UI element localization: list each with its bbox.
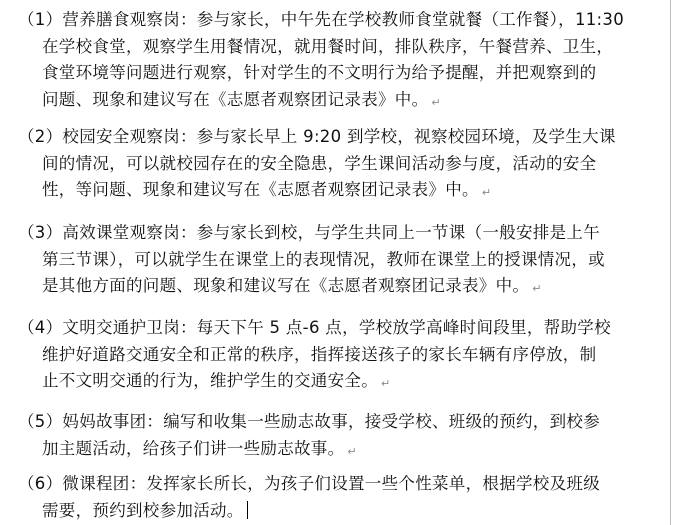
text-line: 间的情况，可以就校园存在的安全隐患，学生课间活动参与度，活动的安全 [42, 153, 597, 173]
text-line-content: 加主题活动，给孩子们讲一些励志故事。 [42, 438, 345, 458]
paragraph-mark-icon: ↵ [532, 282, 542, 295]
page-margin-line [670, 0, 671, 525]
paragraph-mark-icon: ↵ [381, 377, 391, 390]
text-line [18, 177, 668, 204]
text-line [18, 436, 668, 463]
text-cursor [247, 501, 249, 519]
text-line-content: 是其他方面的问题、现象和建议写在《志愿者观察团记录表》中。 [42, 276, 530, 295]
list-item [18, 471, 668, 524]
text-line: 第三节课），可以就学生在课堂上的表现情况，教师在课堂上的授课情况，或 [42, 249, 605, 269]
text-line-content: 性，等问题、现象和建议写在《志愿者观察团记录表》中。 [42, 180, 479, 199]
list-item [18, 409, 668, 462]
text-line: （5）妈妈故事团：编写和收集一些励志故事，接受学校、班级的预约，到校参 [18, 412, 600, 431]
text-line [18, 368, 668, 395]
text-line [18, 87, 668, 114]
text-line-content: 需要，预约到校参加活动。 [42, 500, 244, 520]
paragraph-mark-icon: ↵ [481, 186, 492, 199]
text-line [18, 498, 668, 525]
text-line: （2）校园安全观察岗：参与家长早上 9:20 到学校，视察校园环境，及学生大课 [18, 127, 616, 146]
text-line-content: 止不文明交通的行为，维护学生的交通安全。 [42, 371, 378, 390]
text-line: 在学校食堂，观察学生用餐情况，就用餐时间，排队秩序，午餐营养、卫生， [42, 36, 614, 56]
text-line [18, 273, 668, 300]
list-item [18, 7, 668, 113]
text-line: （3）高效课堂观察岗：参与家长到校，与学生共同上一节课（一般安排是上午 [18, 223, 600, 242]
list-item [18, 315, 668, 395]
text-line: （6）微课程团：发挥家长所长，为孩子们设置一些个性菜单，根据学校及班级 [18, 474, 600, 493]
list-item [18, 124, 668, 204]
text-line: （1）营养膳食观察岗：参与家长，中午先在学校教师食堂就餐（工作餐），11:30 [18, 10, 624, 29]
paragraph-mark-icon: ↵ [431, 95, 441, 109]
text-line: 维护好道路交通安全和正常的秩序，指挥接送孩子的家长车辆有序停放，制 [42, 344, 597, 364]
text-line: （4）文明交通护卫岗：每天下午 5 点-6 点，学校放学高峰时间段里，帮助学校 [18, 318, 611, 337]
list-item [18, 220, 668, 300]
text-line: 食堂环境等问题进行观察，针对学生的不文明行为给予提醒，并把观察到的 [42, 63, 597, 82]
text-line-content: 问题、现象和建议写在《志愿者观察团记录表》中。 [42, 89, 429, 109]
paragraph-mark-icon: ↵ [347, 444, 357, 458]
